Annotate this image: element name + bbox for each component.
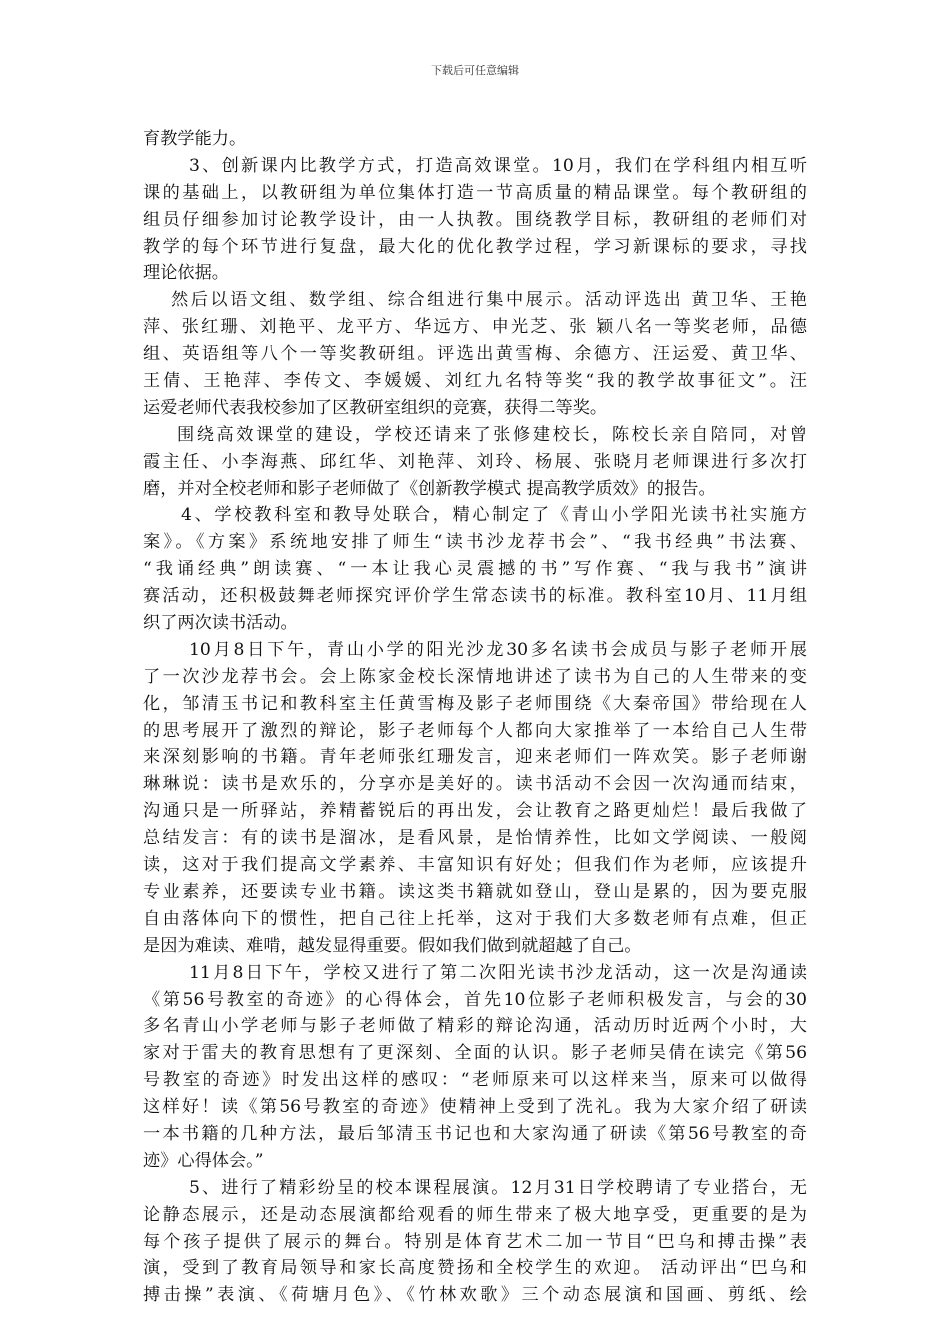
text-line: 家对于雷夫的教育思想有了更深刻、全面的认识。影子老师吴倩在读完《第56 — [143, 1043, 807, 1064]
text-line: 10月8日下午，青山小学的阳光沙龙30多名读书会成员与影子老师开展 — [189, 639, 807, 660]
text-line: 组、英语组等八个一等奖教研组。评选出黄雪梅、余德方、汪运爱、黄卫华、 — [143, 344, 807, 365]
text-line: 论静态展示，还是动态展演都给观看的师生带来了极大地享受，更重要的是为 — [143, 1204, 807, 1225]
text-line: 号教室的奇迹》时发出这样的感叹：“老师原来可以这样来当，原来可以做得 — [143, 1070, 807, 1091]
text-line: 围绕高效课堂的建设，学校还请来了张修建校长，陈校长亲自陪同，对曾 — [177, 424, 807, 445]
text-line: 组员仔细参加讨论教学设计，由一人执教。围绕教学目标，教研组的老师们对 — [143, 209, 807, 230]
text-line: 多名青山小学老师与影子老师做了精彩的辩论沟通，活动历时近两个小时，大 — [143, 1016, 807, 1037]
text-line: 然后以语文组、数学组、综合组进行集中展示。活动评选出 黄卫华、王艳 — [171, 290, 807, 311]
text-line: 这样好！读《第56号教室的奇迹》使精神上受到了洗礼。我为大家介绍了研读 — [143, 1097, 807, 1118]
text-line: 来深刻影响的书籍。青年老师张红珊发言，迎来老师们一阵欢笑。影子老师谢 — [143, 747, 807, 768]
text-line: 案》。《方案》系统地安排了师生“读书沙龙荐书会”、“我书经典”书法赛、 — [143, 532, 807, 553]
text-line: “我诵经典”朗读赛、“一本让我心灵震撼的书”写作赛、“我与我书”演讲 — [143, 559, 807, 580]
text-line: 教学的每个环节进行复盘，最大化的优化教学过程，学习新课标的要求，寻找 — [143, 236, 807, 257]
text-line: 了一次沙龙荐书会。会上陈家金校长深情地讲述了读书为自己的人生带来的变 — [143, 666, 807, 687]
text-line: 育教学能力。 — [143, 129, 247, 149]
text-line: 3、创新课内比教学方式，打造高效课堂。10月，我们在学科组内相互听 — [189, 155, 807, 176]
page-header: 下载后可任意编辑 — [431, 64, 519, 77]
text-line: 每个孩子提供了展示的舞台。特别是体育艺术二加一节目“巴乌和搏击操”表 — [143, 1231, 807, 1252]
text-line: 自由落体向下的惯性，把自己往上托举，这对于我们大多数老师有点难，但正 — [143, 908, 807, 929]
text-line: 课的基础上，以教研组为单位集体打造一节高质量的精品课堂。每个教研组的 — [143, 182, 807, 203]
text-line: 萍、张红珊、刘艳平、龙平方、华远方、申光芝、张 颖八名一等奖老师，品德 — [143, 317, 807, 338]
text-line: 《第56号教室的奇迹》的心得体会，首先10位影子老师积极发言，与会的30 — [143, 989, 807, 1010]
text-line: 是因为难读、难啃，越发显得重要。假如我们做到就超越了自己。 — [143, 935, 642, 956]
text-line: 琳琳说：读书是欢乐的，分享亦是美好的。读书活动不会因一次沟通而结束， — [143, 774, 807, 795]
text-line: 一本书籍的几种方法，最后邹清玉书记也和大家沟通了研读《第56号教室的奇 — [143, 1123, 807, 1144]
text-line: 迹》心得体会。” — [143, 1150, 264, 1171]
text-line: 搏击操”表演、《荷塘月色》、《竹林欢歌》三个动态展演和国画、剪纸、绘 — [143, 1285, 807, 1306]
text-line: 演，受到了教育局领导和家长高度赞扬和全校学生的欢迎。 活动评出“巴乌和 — [143, 1258, 807, 1279]
text-line: 理论依据。 — [143, 263, 229, 284]
document-body — [143, 126, 807, 1309]
text-line: 11月8日下午，学校又进行了第二次阳光读书沙龙活动，这一次是沟通读 — [189, 962, 807, 983]
text-line: 读，这对于我们提高文学素养、丰富知识有好处；但我们作为老师，应该提升 — [143, 855, 807, 876]
text-line: 4、学校教科室和教导处联合，精心制定了《青山小学阳光读书社实施方 — [181, 505, 807, 526]
text-line: 霞主任、小李海燕、邱红华、刘艳萍、刘玲、杨展、张晓月老师课进行多次打 — [143, 451, 807, 472]
text-line: 王倩、王艳萍、李传文、李媛媛、刘红九名特等奖“我的教学故事征文”。汪 — [143, 371, 807, 392]
text-line: 化，邹清玉书记和教科室主任黄雪梅及影子老师围绕《大秦帝国》带给现在人 — [143, 693, 807, 714]
text-line: 磨，并对全校老师和影子老师做了《创新教学模式 提高教学质效》的报告。 — [143, 478, 716, 499]
text-line: 织了两次读书活动。 — [143, 613, 298, 634]
text-line: 沟通只是一所驿站，养精蓄锐后的再出发，会让教育之路更灿烂！最后我做了 — [143, 801, 807, 822]
text-line: 运爱老师代表我校参加了区教研室组织的竞赛，获得二等奖。 — [143, 397, 608, 418]
text-line: 赛活动，还积极鼓舞老师探究评价学生常态读书的标准。教科室10月、11月组 — [143, 586, 807, 607]
text-line: 总结发言：有的读书是溜冰，是看风景，是怡情养性，比如文学阅读、一般阅 — [143, 828, 807, 849]
text-line: 的思考展开了激烈的辩论，影子老师每个人都向大家推举了一本给自己人生带 — [143, 720, 807, 741]
text-line: 5、进行了精彩纷呈的校本课程展演。12月31日学校聘请了专业搭台，无 — [189, 1177, 807, 1198]
text-line: 专业素养，还要读专业书籍。读这类书籍就如登山，登山是累的，因为要克服 — [143, 881, 807, 902]
